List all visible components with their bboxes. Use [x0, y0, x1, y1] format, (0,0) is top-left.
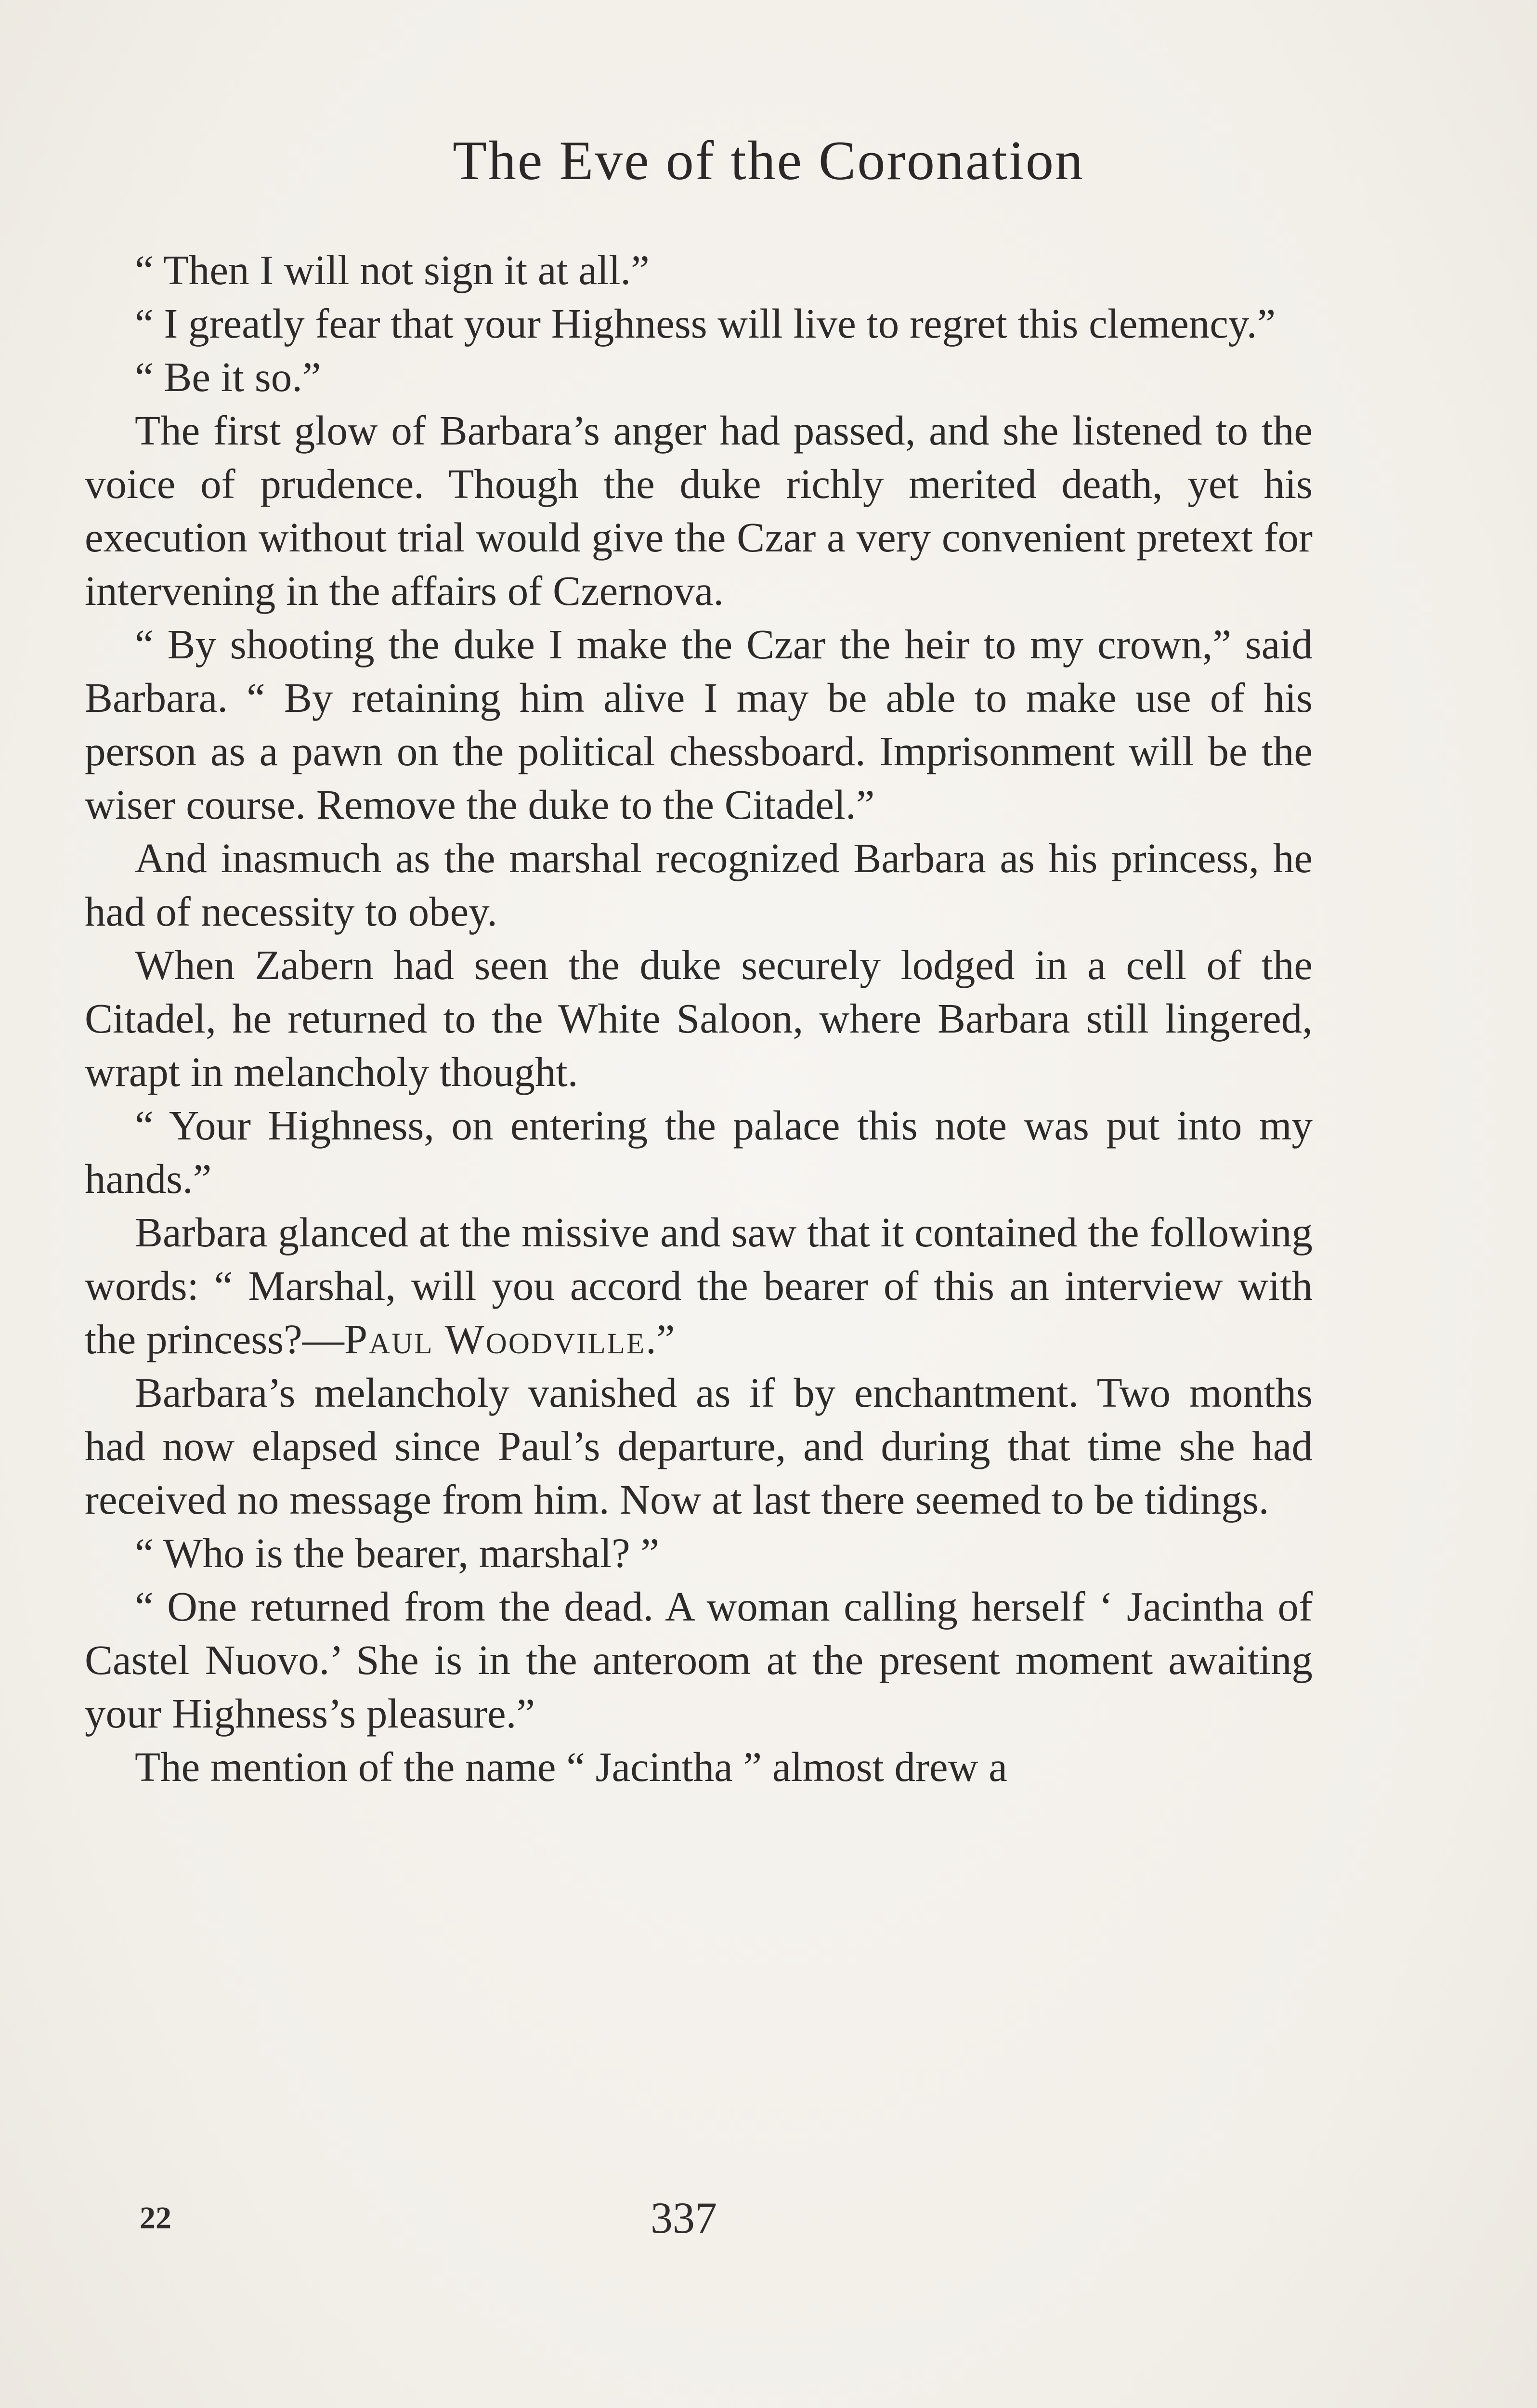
signature-mark: 22: [140, 2200, 171, 2236]
running-title: The Eve of the Coronation: [453, 130, 1084, 192]
paragraph: “ Who is the bearer, marshal? ”: [135, 1530, 660, 1576]
paragraph: The mention of the name “ Jacintha ” almost drew a: [135, 1743, 1007, 1790]
paragraph: The first glow of Barbara’s anger had passed, and she listened to the voice of prudence. Though the duke richly merited death, yet his execution without trial would give the Czar a very convenient pretext for intervening in the affairs of Czernova.: [85, 407, 1313, 614]
paragraph: “ One returned from the dead. A woman calling herself ‘ Jacintha of Castel Nuovo.’ She is in the anteroom at the present moment awaiting your Highness’s pleasure.”: [85, 1583, 1313, 1737]
paragraph: “ Be it so.”: [135, 353, 321, 400]
paragraph: “ Then I will not sign it at all.”: [135, 247, 650, 293]
paragraph: When Zabern had seen the duke securely lodged in a cell of the Citadel, he returned to the White Saloon, where Barbara still lingered, wrapt in melancholy thought.: [85, 942, 1313, 1095]
body-text: [85, 243, 1313, 1793]
note-text: Barbara glanced at the missive and saw that it contained the following words: “ Marshal, will you accord the bearer of this an interview with the princess?—: [85, 1209, 1313, 1362]
paragraph: “ By shooting the duke I make the Czar the heir to my crown,” said Barbara. “ By retaining him alive I may be able to make use of his person as a pawn on the political chessboard. Imprisonment will be the wiser course. Remove the duke to the Citadel.”: [85, 621, 1313, 828]
paragraph: “ Your Highness, on entering the palace this note was put into my hands.”: [85, 1102, 1313, 1202]
note-closing: .”: [646, 1316, 675, 1362]
page-number: 337: [651, 2193, 717, 2242]
note-paragraph: [85, 1205, 1313, 1366]
paragraph: Barbara’s melancholy vanished as if by enchantment. Two months had now elapsed since Paul’s departure, and during that time she had received no message from him. Now at last there seemed to be tidings.: [85, 1369, 1313, 1523]
paragraph: And inasmuch as the marshal recognized Barbara as his princess, he had of necessity to obey.: [85, 835, 1313, 935]
paragraph: “ I greatly fear that your Highness will live to regret this clemency.”: [135, 300, 1276, 347]
note-signature: Paul Woodville: [344, 1316, 646, 1362]
page-footer: [0, 2192, 1537, 2245]
